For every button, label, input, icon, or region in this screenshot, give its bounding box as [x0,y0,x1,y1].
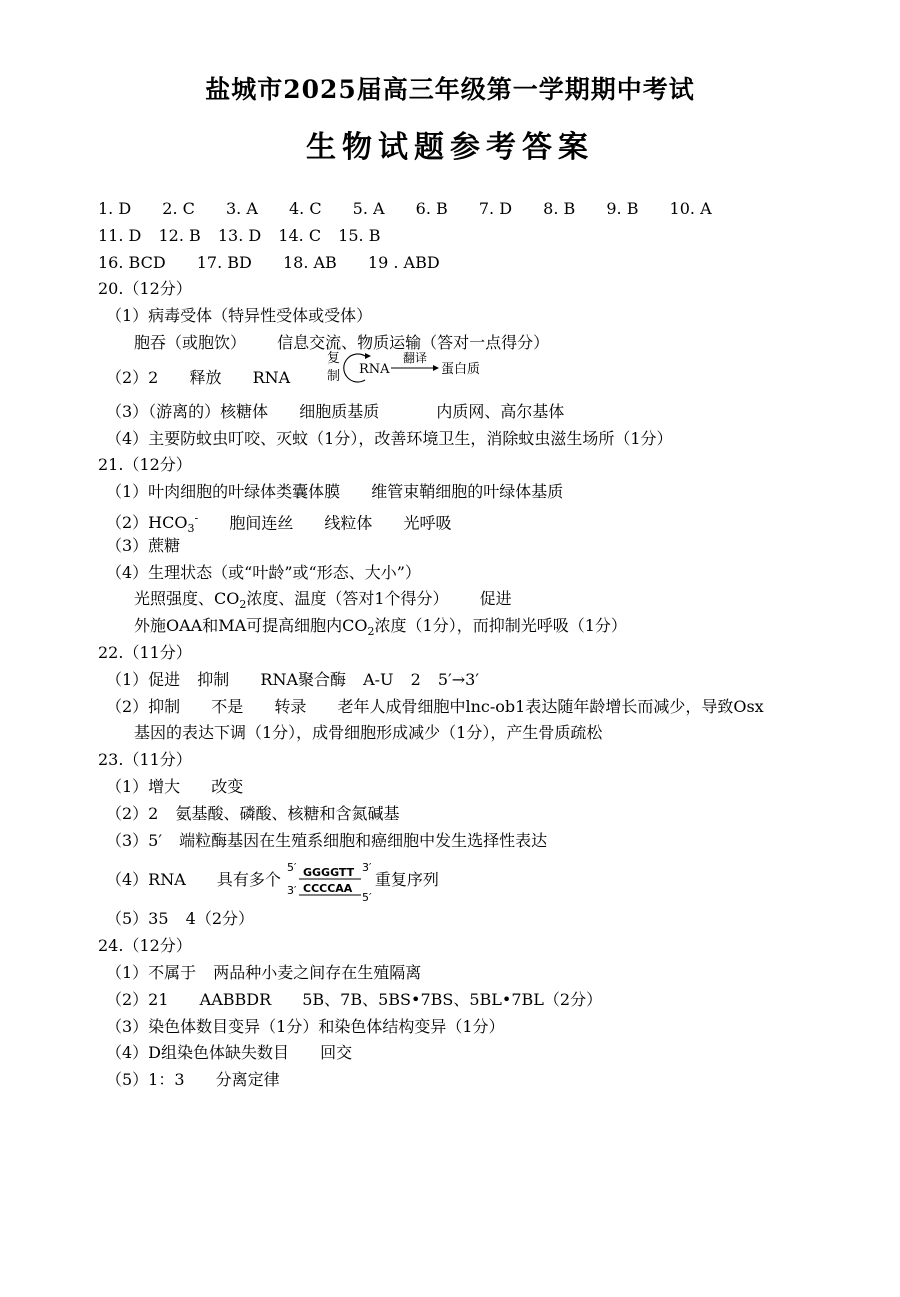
mc-answer: 13. D [217,225,262,245]
answer-text: 胞间连丝 [229,513,294,533]
answer-text: （2）2 [106,803,159,823]
mc-answer: 2. C [162,199,195,218]
answer-content [98,196,858,1094]
answer-text: RNA [252,367,291,387]
q21-answer-3: （3）蔗糖 [106,535,181,555]
arrowhead-icon [433,365,439,371]
q22-answer-2b: 基因的表达下调（1分），成骨细胞形成减少（1分），产生骨质疏松 [134,723,603,743]
answer-text: 重复序列 [374,870,439,890]
q20-answer-4: （4）主要防蚊虫叮咬、灭蚊（1分），改善环境卫生，消除蚊虫滋生场所（1分） [106,428,673,448]
answer-text: 线粒体 [324,513,373,533]
arrowhead-icon [365,353,371,359]
dna-label: 3′ [361,860,372,874]
mc-answer: 17. BD [196,252,252,272]
answer-text: 回交 [320,1043,353,1063]
answer-text: AABBDR [199,989,272,1009]
q21-header: 21.（12分） [98,455,192,475]
q21-answer-4: （4）生理状态（或“叶龄”或“形态、大小”） [106,562,421,582]
mc-answer: 10. A [669,199,712,218]
diagram-label-replicate: 复 [327,351,341,367]
q24-answer-4 [98,1040,858,1067]
q20-answer-1: （1）病毒受体（特异性受体或受体） [106,306,373,326]
answer-text: 改变 [211,776,244,796]
dna-label: 3′ [286,883,297,897]
dna-top-sequence: GGGGTT [302,865,355,879]
mc-answer: 9. B [606,199,639,218]
dna-bottom-sequence: CCCCAA [302,881,353,895]
answer-text: 细胞质基质 [299,401,380,421]
answer-text: A-U [363,669,394,689]
q20-header: 20.（12分） [98,279,192,299]
answer-text: 促进 [479,589,512,609]
answer-text: （1）叶肉细胞的叶绿体类囊体膜 [106,482,341,502]
q23-answer-4 [98,854,858,906]
q24-header: 24.（12分） [98,936,192,956]
q21-answer-2 [98,506,858,536]
answer-text: 抑制 [197,669,230,689]
rna-replication-diagram [325,348,485,388]
mc-answer: 1. D [98,199,132,218]
q23-header: 23.（11分） [98,750,192,770]
exam-title: 盐城市2025届高三年级第一学期期中考试 [205,75,695,104]
mc-row-1 [98,196,858,223]
answer-text: （4）RNA [106,870,186,890]
answer-text: （4）D组染色体缺失数目 [106,1043,290,1063]
answer-text: 4（2分） [185,909,255,929]
mc-answer: 6. B [415,199,448,218]
answer-text: 2 [410,669,421,689]
dna-label: 5′ [361,890,372,902]
q21-answer-4b [98,586,858,613]
mc-answer: 15. B [338,225,381,245]
answer-text: 端粒酶基因在生殖系细胞和癌细胞中发生选择性表达 [179,830,548,850]
mc-answer: 8. B [543,199,576,218]
q20-answer-2 [98,351,858,399]
answer-text: （5）1：3 [106,1070,185,1090]
answer-text: （2）21 [106,989,169,1009]
answer-text: （5）35 [106,909,169,929]
diagram-label-rna: RNA [359,362,390,378]
answer-text: （2）抑制 [106,696,181,716]
mc-answer: 7. D [478,199,513,218]
diagram-label-replicate: 制 [327,369,341,385]
q23-answer-3 [98,828,858,855]
answer-text: 氨基酸、磷酸、核糖和含氮碱基 [175,803,400,823]
q24-answer-5 [98,1067,858,1094]
q22-header: 22.（11分） [98,642,192,662]
answer-text: （1）增大 [106,776,181,796]
answer-text: 具有多个 [216,870,281,890]
q23-answer-2 [98,801,858,828]
answer-text: 不是 [211,696,244,716]
answer-text: （3）（游离的）核糖体 [106,401,269,421]
answer-text: 浓度（1分），而抑制光呼吸（1分） [374,616,627,636]
answer-key-title: 生物试题参考答案 [306,130,594,165]
answer-text: 分离定律 [215,1070,280,1090]
answer-text: 信息交流、物质运输（答对一点得分） [277,332,550,352]
answer-text: 转录 [274,696,307,716]
answer-text: 维管束鞘细胞的叶绿体基质 [371,482,564,502]
dna-label: 5′ [286,860,297,874]
diagram-label-translate: 翻译 [403,351,428,366]
answer-text: 光呼吸 [403,513,452,533]
q24-answer-3: （3）染色体数目变异（1分）和染色体结构变异（1分） [106,1016,505,1036]
q24-answer-1 [98,960,858,987]
mc-row-2 [98,223,858,250]
answer-text: （1）不属于 [106,962,197,982]
mc-answer: 12. B [158,225,201,245]
mc-answer: 11. D [98,225,142,245]
answer-text: 胞吞（或胞饮） [134,332,247,352]
q22-answer-1 [98,667,858,694]
q22-answer-2 [98,694,858,721]
mc-answer: 14. C [278,225,322,245]
telomere-dna-diagram [285,860,373,902]
answer-text: $(2)HCO_3^-$ [106,511,199,536]
answer-text: 内质网、高尔基体 [436,401,565,421]
answer-text: 5′→3′ [437,669,479,689]
mc-answer: 19 . ABD [367,252,440,272]
mc-answer: 4. C [288,199,322,218]
answer-text: 光照强度、$CO_2$浓度、温度（答对1个得分） [134,589,449,612]
q21-answer-4c: 外施OAA和MA可提高细胞内$CO_2$浓度（1分），而抑制光呼吸（1分） [134,616,627,639]
q20-answer-3 [98,399,858,426]
answer-text: 两品种小麦之间存在生殖隔离 [213,962,422,982]
answer-text: RNA聚合酶 [260,669,346,689]
q24-answer-2 [98,987,858,1014]
answer-text: 5B、7B、5BS•7BS、5BL•7BL（2分） [302,989,603,1009]
mc-row-3 [98,250,858,277]
mc-answer: 18. AB [282,252,337,272]
answer-text: 释放 [189,367,222,387]
diagram-label-protein: 蛋白质 [441,362,481,378]
answer-text: 老年人成骨细胞中lnc-ob1表达随年龄增长而减少，导致Osx [337,696,764,716]
answer-text: （3）5′ [106,830,162,850]
answer-text: （1）促进 [106,669,181,689]
answer-text: （2）2 [106,367,159,387]
q23-answer-5 [98,906,858,933]
q21-answer-1 [98,479,858,506]
answer-text: 外施OAA和MA可提高细胞内CO [134,616,368,636]
mc-answer: 3. A [225,199,258,218]
q23-answer-1 [98,774,858,801]
mc-answer: 5. A [352,199,385,218]
mc-answer: 16. BCD [98,252,166,272]
